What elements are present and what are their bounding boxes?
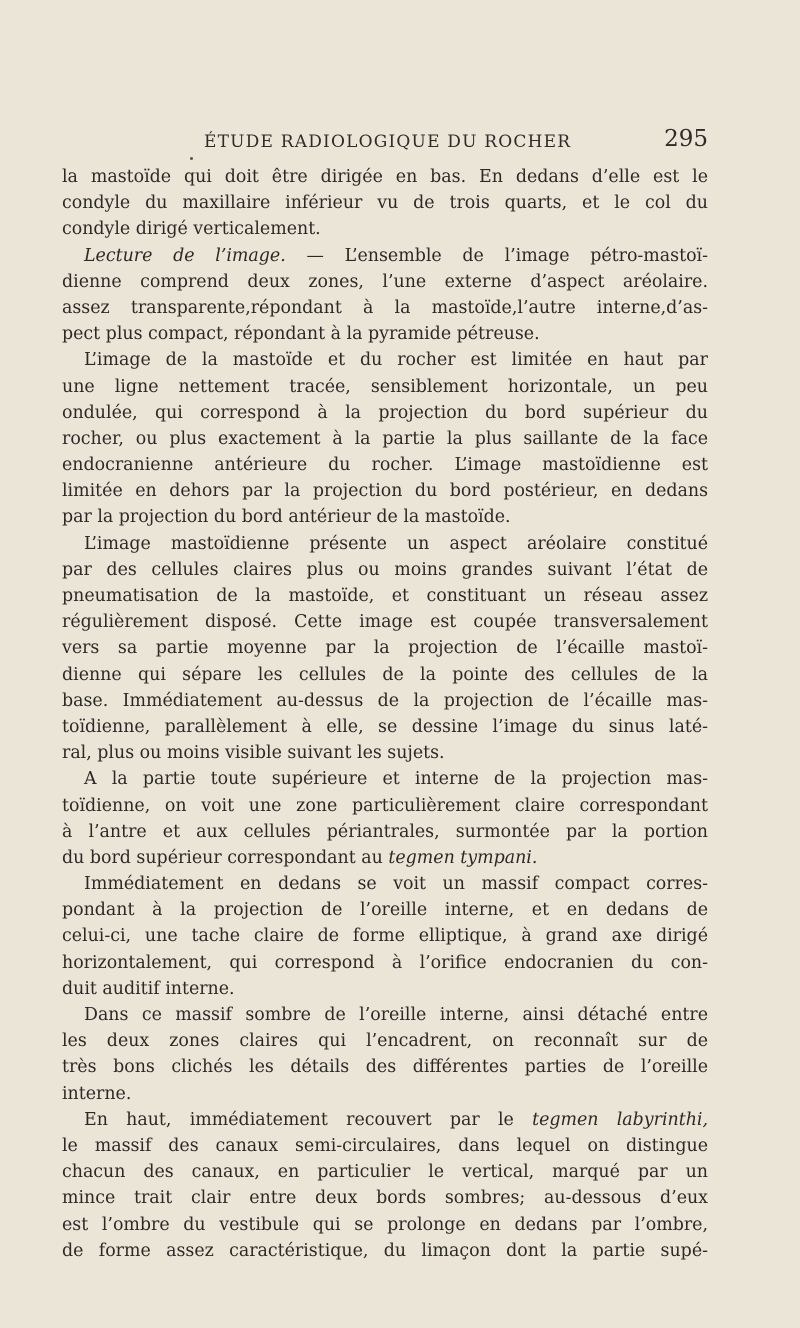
text-line-17: pneumatisation de la mastoïde, et constituant un réseau assez [62, 586, 708, 606]
text-line-41: est l’ombre du vestibule qui se prolonge en dedans par l’ombre, [62, 1214, 708, 1235]
text-line-9: une ligne nettement tracée, sensiblement horizontale, un peu [62, 376, 708, 397]
text-line-32: duit auditif interne. [62, 978, 235, 999]
text-line-28: Immédiatement en dedans se voit un massif compact corres- [84, 874, 708, 895]
text-line-20: dienne qui sépare les cellules de la pointe des cellules de la [62, 664, 708, 685]
running-title: ÉTUDE RADIOLOGIQUE DU ROCHER [204, 132, 572, 152]
text-line-27-start: du bord supérieur correspondant au [62, 847, 389, 868]
text-line-4 [62, 243, 708, 269]
text-line-26: à l’antre et aux cellules périantrales, surmontée par la portion [62, 821, 708, 842]
text-line-4-rest: L’ensemble de l’image pétro-mastoï- [344, 245, 708, 266]
text-line-7: pect plus compact, répondant à la pyramide pétreuse. [62, 324, 540, 345]
text-line-30: celui-ci, une tache claire de forme elliptique, à grand axe dirigé [62, 926, 708, 947]
text-line-25: toïdienne, on voit une zone particulièrement claire correspondant [62, 795, 708, 816]
page-number: 295 [664, 126, 708, 152]
text-line-36: interne. [62, 1083, 132, 1104]
text-line-31: horizontalement, qui correspond à l’orifice endocranien du con- [62, 952, 708, 973]
text-line-18: régulièrement disposé. Cette image est coupée transversalement [62, 612, 708, 633]
text-line-37-start: En haut, immédiatement recouvert par le [84, 1109, 533, 1130]
text-line-29: pondant à la projection de l’oreille interne, et en dedans de [62, 900, 708, 921]
text-line-38: le massif des canaux semi-circulaires, dans lequel on distingue [62, 1135, 708, 1156]
text-line-3: condyle dirigé verticalement. [62, 219, 321, 240]
text-line-35: très bons clichés les détails des différentes parties de l’oreille [62, 1057, 708, 1078]
text-line-15: L’image mastoïdienne présente un aspect aréolaire constitué [84, 533, 708, 554]
body-text [62, 164, 708, 1264]
text-line-40: mince trait clair entre deux bords sombres; au-dessous d’eux [62, 1188, 708, 1209]
text-line-39: chacun des canaux, en particulier le vertical, marqué par un [62, 1162, 708, 1183]
text-line-13: limitée en dehors par la projection du bord postérieur, en dedans [62, 481, 708, 502]
text-line-5: dienne comprend deux zones, l’une externe d’aspect aréolaire. [62, 271, 708, 292]
text-line-34: les deux zones claires qui l’encadrent, on reconnaît sur de [62, 1031, 708, 1052]
text-line-24: A la partie toute supérieure et interne de la projection mas- [84, 769, 708, 790]
text-line-42: de forme assez caractéristique, du limaçon dont la partie supé- [62, 1240, 708, 1261]
term-tegmen-tympani: tegmen tympani. [388, 847, 538, 868]
text-line-12: endocranienne antérieure du rocher. L’image mastoïdienne est [62, 455, 708, 476]
text-line-2: condyle du maxillaire inférieur vu de trois quarts, et le col du [62, 193, 708, 214]
text-line-1: la mastoïde qui doit être dirigée en bas. En dedans d’elle est le [62, 167, 708, 187]
print-speck [190, 157, 193, 160]
text-line-14: par la projection du bord antérieur de la mastoïde. [62, 507, 511, 528]
text-line-8: L’image de la mastoïde et du rocher est limitée en haut par [84, 350, 708, 371]
text-line-10: ondulée, qui correspond à la projection du bord supérieur du [62, 402, 708, 423]
text-line-23: ral, plus ou moins visible suivant les sujets. [62, 743, 445, 764]
text-line-33: Dans ce massif sombre de l’oreille interne, ainsi détaché entre [84, 1005, 708, 1025]
text-line-37 [62, 1107, 708, 1133]
text-line-6: assez transparente,répondant à la mastoïde,l’autre interne,d’as- [62, 297, 708, 318]
text-line-21: base. Immédiatement au-dessus de la projection de l’écaille mas- [62, 690, 708, 711]
text-line-16: par des cellules claires plus ou moins grandes suivant l’état de [62, 559, 708, 580]
section-heading-lecture: Lecture de l’image. — [84, 245, 324, 266]
term-tegmen-labyrinthi: tegmen labyrinthi, [532, 1109, 708, 1130]
text-line-22: toïdienne, parallèlement à elle, se dessine l’image du sinus laté- [62, 716, 708, 737]
text-line-11: rocher, ou plus exactement à la partie la plus saillante de la face [62, 428, 708, 449]
text-line-19: vers sa partie moyenne par la projection de l’écaille mastoï- [62, 638, 708, 659]
running-head [62, 122, 708, 156]
text-line-27 [62, 845, 708, 871]
